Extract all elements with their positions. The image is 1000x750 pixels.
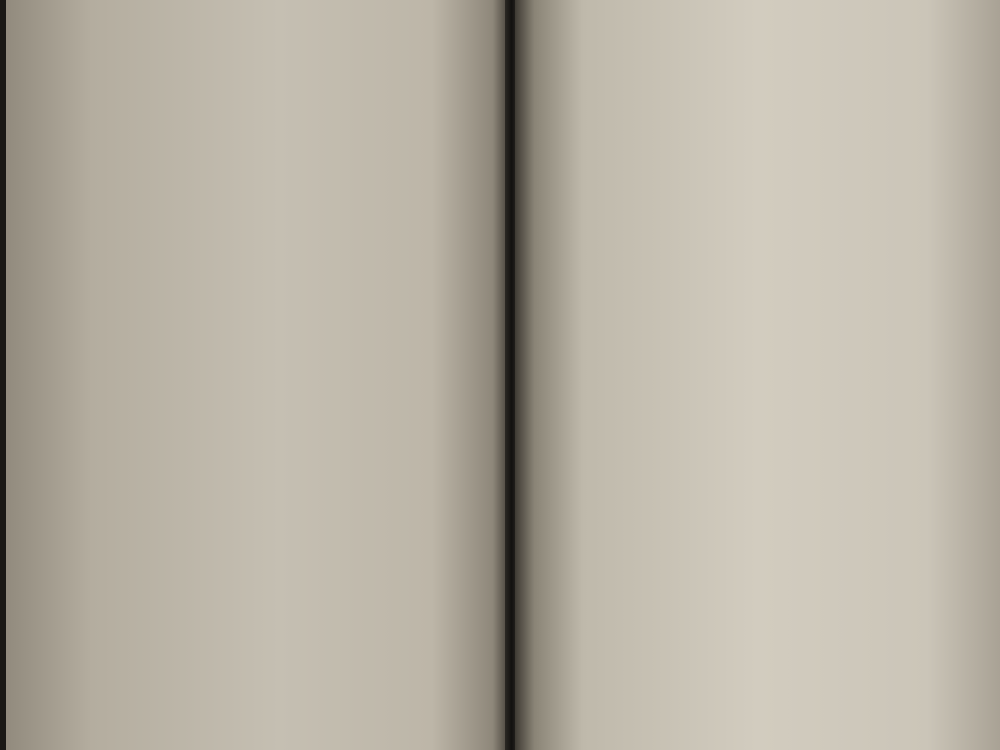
- left-running-header: [86, 38, 498, 57]
- page-edge-shadow: [0, 0, 6, 750]
- right-page: [515, 0, 1000, 750]
- right-running-header: [527, 36, 985, 54]
- left-page-content: [86, 38, 498, 57]
- right-page-content: [527, 36, 985, 54]
